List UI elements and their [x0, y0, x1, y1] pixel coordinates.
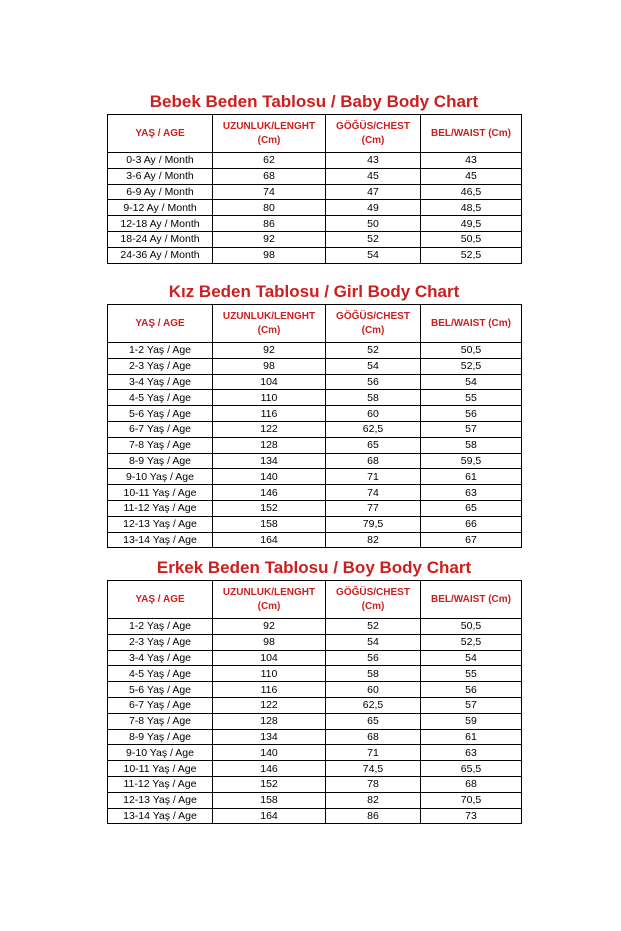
- age-cell: 2-3 Yaş / Age: [108, 358, 213, 374]
- chest-cell: 45: [326, 168, 421, 184]
- age-cell: 18-24 Ay / Month: [108, 231, 213, 247]
- header-length-label: UZUNLUK/LENGHT: [222, 586, 316, 598]
- table-row: [108, 437, 522, 453]
- age-cell: 13-14 Yaş / Age: [108, 532, 213, 548]
- chest-cell: 65: [326, 713, 421, 729]
- header-length: [213, 581, 326, 619]
- waist-cell: 73: [421, 808, 522, 824]
- age-cell: 11-12 Yaş / Age: [108, 500, 213, 516]
- chest-cell: 65: [326, 437, 421, 453]
- length-cell: 80: [213, 200, 326, 216]
- chest-cell: 77: [326, 500, 421, 516]
- age-cell: 7-8 Yaş / Age: [108, 713, 213, 729]
- age-cell: 6-7 Yaş / Age: [108, 697, 213, 713]
- length-cell: 98: [213, 358, 326, 374]
- table-row: [108, 358, 522, 374]
- waist-cell: 52,5: [421, 247, 522, 263]
- chest-cell: 79,5: [326, 516, 421, 532]
- chest-cell: 56: [326, 374, 421, 390]
- waist-cell: 59,5: [421, 453, 522, 469]
- chest-cell: 58: [326, 390, 421, 406]
- header-length-label: UZUNLUK/LENGHT: [222, 120, 316, 132]
- table-row: [108, 697, 522, 713]
- chest-cell: 58: [326, 666, 421, 682]
- length-cell: 86: [213, 216, 326, 232]
- age-cell: 4-5 Yaş / Age: [108, 390, 213, 406]
- age-cell: 3-4 Yaş / Age: [108, 650, 213, 666]
- table-row: [108, 666, 522, 682]
- header-chest-unit: (Cm): [361, 324, 385, 336]
- chest-cell: 82: [326, 792, 421, 808]
- table-row: [108, 485, 522, 501]
- header-waist: BEL/WAIST (Cm): [421, 305, 522, 343]
- age-cell: 9-10 Yaş / Age: [108, 469, 213, 485]
- table-row: [108, 216, 522, 232]
- header-chest-label: GÖĞÜS/CHEST: [336, 310, 410, 322]
- length-cell: 68: [213, 168, 326, 184]
- length-cell: 164: [213, 808, 326, 824]
- chest-cell: 54: [326, 247, 421, 263]
- length-cell: 122: [213, 421, 326, 437]
- waist-cell: 70,5: [421, 792, 522, 808]
- table-row: [108, 761, 522, 777]
- length-cell: 92: [213, 343, 326, 359]
- waist-cell: 58: [421, 437, 522, 453]
- length-cell: 146: [213, 485, 326, 501]
- waist-cell: 54: [421, 374, 522, 390]
- waist-cell: 61: [421, 729, 522, 745]
- baby-size-table: [107, 114, 522, 264]
- age-cell: 6-7 Yaş / Age: [108, 421, 213, 437]
- waist-cell: 52,5: [421, 358, 522, 374]
- table-row: [108, 247, 522, 263]
- header-age: YAŞ / AGE: [108, 581, 213, 619]
- waist-cell: 50,5: [421, 619, 522, 635]
- baby-chart-title: Bebek Beden Tablosu / Baby Body Chart: [149, 92, 479, 111]
- age-cell: 9-12 Ay / Month: [108, 200, 213, 216]
- table-row: [108, 682, 522, 698]
- header-waist: BEL/WAIST (Cm): [421, 581, 522, 619]
- age-cell: 5-6 Yaş / Age: [108, 406, 213, 422]
- length-cell: 122: [213, 697, 326, 713]
- length-cell: 140: [213, 745, 326, 761]
- length-cell: 140: [213, 469, 326, 485]
- waist-cell: 48,5: [421, 200, 522, 216]
- age-cell: 1-2 Yaş / Age: [108, 343, 213, 359]
- waist-cell: 61: [421, 469, 522, 485]
- table-row: [108, 184, 522, 200]
- age-cell: 2-3 Yaş / Age: [108, 634, 213, 650]
- waist-cell: 57: [421, 697, 522, 713]
- age-cell: 11-12 Yaş / Age: [108, 776, 213, 792]
- age-cell: 6-9 Ay / Month: [108, 184, 213, 200]
- waist-cell: 55: [421, 666, 522, 682]
- age-cell: 5-6 Yaş / Age: [108, 682, 213, 698]
- header-length: [213, 115, 326, 153]
- age-cell: 0-3 Ay / Month: [108, 153, 213, 169]
- table-row: [108, 500, 522, 516]
- table-row: [108, 168, 522, 184]
- table-row: [108, 469, 522, 485]
- table-row: [108, 792, 522, 808]
- length-cell: 134: [213, 729, 326, 745]
- waist-cell: 56: [421, 682, 522, 698]
- table-row: [108, 200, 522, 216]
- length-cell: 134: [213, 453, 326, 469]
- header-chest: [326, 581, 421, 619]
- table-row: [108, 713, 522, 729]
- header-chest-label: GÖĞÜS/CHEST: [336, 586, 410, 598]
- length-cell: 116: [213, 406, 326, 422]
- boy-chart-title: Erkek Beden Tablosu / Boy Body Chart: [156, 558, 472, 577]
- waist-cell: 65: [421, 500, 522, 516]
- waist-cell: 63: [421, 485, 522, 501]
- chest-cell: 52: [326, 231, 421, 247]
- waist-cell: 49,5: [421, 216, 522, 232]
- length-cell: 146: [213, 761, 326, 777]
- chest-cell: 82: [326, 532, 421, 548]
- length-cell: 152: [213, 500, 326, 516]
- chest-cell: 62,5: [326, 421, 421, 437]
- chest-cell: 71: [326, 745, 421, 761]
- table-row: [108, 406, 522, 422]
- header-waist: BEL/WAIST (Cm): [421, 115, 522, 153]
- table-row: [108, 343, 522, 359]
- length-cell: 74: [213, 184, 326, 200]
- waist-cell: 57: [421, 421, 522, 437]
- age-cell: 12-18 Ay / Month: [108, 216, 213, 232]
- table-row: [108, 390, 522, 406]
- header-length-unit: (Cm): [257, 324, 281, 336]
- chest-cell: 78: [326, 776, 421, 792]
- table-row: [108, 231, 522, 247]
- length-cell: 152: [213, 776, 326, 792]
- girl-size-table: [107, 304, 522, 548]
- length-cell: 104: [213, 374, 326, 390]
- header-age: YAŞ / AGE: [108, 115, 213, 153]
- chest-cell: 71: [326, 469, 421, 485]
- table-row: [108, 776, 522, 792]
- girl-chart-title: Kız Beden Tablosu / Girl Body Chart: [168, 282, 460, 301]
- table-header-row: [108, 581, 522, 619]
- length-cell: 116: [213, 682, 326, 698]
- table-header-row: [108, 115, 522, 153]
- chest-cell: 54: [326, 634, 421, 650]
- chest-cell: 74,5: [326, 761, 421, 777]
- age-cell: 1-2 Yaş / Age: [108, 619, 213, 635]
- chest-cell: 60: [326, 406, 421, 422]
- header-length-unit: (Cm): [257, 600, 281, 612]
- length-cell: 164: [213, 532, 326, 548]
- waist-cell: 68: [421, 776, 522, 792]
- waist-cell: 43: [421, 153, 522, 169]
- waist-cell: 59: [421, 713, 522, 729]
- age-cell: 10-11 Yaş / Age: [108, 485, 213, 501]
- header-chest-unit: (Cm): [361, 134, 385, 146]
- header-length-label: UZUNLUK/LENGHT: [222, 310, 316, 322]
- chest-cell: 52: [326, 619, 421, 635]
- table-row: [108, 453, 522, 469]
- length-cell: 128: [213, 713, 326, 729]
- table-row: [108, 808, 522, 824]
- age-cell: 10-11 Yaş / Age: [108, 761, 213, 777]
- chest-cell: 62,5: [326, 697, 421, 713]
- table-row: [108, 650, 522, 666]
- length-cell: 62: [213, 153, 326, 169]
- age-cell: 12-13 Yaş / Age: [108, 516, 213, 532]
- age-cell: 3-6 Ay / Month: [108, 168, 213, 184]
- chest-cell: 68: [326, 453, 421, 469]
- header-chest: [326, 115, 421, 153]
- age-cell: 8-9 Yaş / Age: [108, 729, 213, 745]
- header-length-unit: (Cm): [257, 134, 281, 146]
- chest-cell: 47: [326, 184, 421, 200]
- chest-cell: 43: [326, 153, 421, 169]
- age-cell: 12-13 Yaş / Age: [108, 792, 213, 808]
- waist-cell: 56: [421, 406, 522, 422]
- waist-cell: 66: [421, 516, 522, 532]
- waist-cell: 55: [421, 390, 522, 406]
- waist-cell: 67: [421, 532, 522, 548]
- table-row: [108, 516, 522, 532]
- chest-cell: 52: [326, 343, 421, 359]
- length-cell: 158: [213, 516, 326, 532]
- length-cell: 110: [213, 666, 326, 682]
- table-row: [108, 374, 522, 390]
- chest-cell: 60: [326, 682, 421, 698]
- header-chest: [326, 305, 421, 343]
- length-cell: 128: [213, 437, 326, 453]
- age-cell: 3-4 Yaş / Age: [108, 374, 213, 390]
- length-cell: 92: [213, 231, 326, 247]
- boy-size-chart: [107, 558, 521, 824]
- header-chest-unit: (Cm): [361, 600, 385, 612]
- waist-cell: 52,5: [421, 634, 522, 650]
- table-row: [108, 532, 522, 548]
- table-header-row: [108, 305, 522, 343]
- length-cell: 98: [213, 247, 326, 263]
- table-row: [108, 153, 522, 169]
- chest-cell: 68: [326, 729, 421, 745]
- header-length: [213, 305, 326, 343]
- waist-cell: 50,5: [421, 343, 522, 359]
- waist-cell: 63: [421, 745, 522, 761]
- chest-cell: 56: [326, 650, 421, 666]
- length-cell: 98: [213, 634, 326, 650]
- waist-cell: 45: [421, 168, 522, 184]
- age-cell: 4-5 Yaş / Age: [108, 666, 213, 682]
- waist-cell: 50,5: [421, 231, 522, 247]
- age-cell: 9-10 Yaş / Age: [108, 745, 213, 761]
- header-age: YAŞ / AGE: [108, 305, 213, 343]
- baby-size-chart: [107, 92, 521, 264]
- table-row: [108, 745, 522, 761]
- age-cell: 24-36 Ay / Month: [108, 247, 213, 263]
- chest-cell: 50: [326, 216, 421, 232]
- chest-cell: 54: [326, 358, 421, 374]
- table-row: [108, 634, 522, 650]
- length-cell: 92: [213, 619, 326, 635]
- length-cell: 104: [213, 650, 326, 666]
- table-row: [108, 729, 522, 745]
- table-row: [108, 619, 522, 635]
- waist-cell: 46,5: [421, 184, 522, 200]
- age-cell: 13-14 Yaş / Age: [108, 808, 213, 824]
- waist-cell: 65,5: [421, 761, 522, 777]
- table-row: [108, 421, 522, 437]
- chest-cell: 86: [326, 808, 421, 824]
- girl-size-chart: [107, 282, 521, 548]
- chest-cell: 49: [326, 200, 421, 216]
- header-chest-label: GÖĞÜS/CHEST: [336, 120, 410, 132]
- boy-size-table: [107, 580, 522, 824]
- age-cell: 8-9 Yaş / Age: [108, 453, 213, 469]
- length-cell: 158: [213, 792, 326, 808]
- age-cell: 7-8 Yaş / Age: [108, 437, 213, 453]
- chest-cell: 74: [326, 485, 421, 501]
- waist-cell: 54: [421, 650, 522, 666]
- length-cell: 110: [213, 390, 326, 406]
